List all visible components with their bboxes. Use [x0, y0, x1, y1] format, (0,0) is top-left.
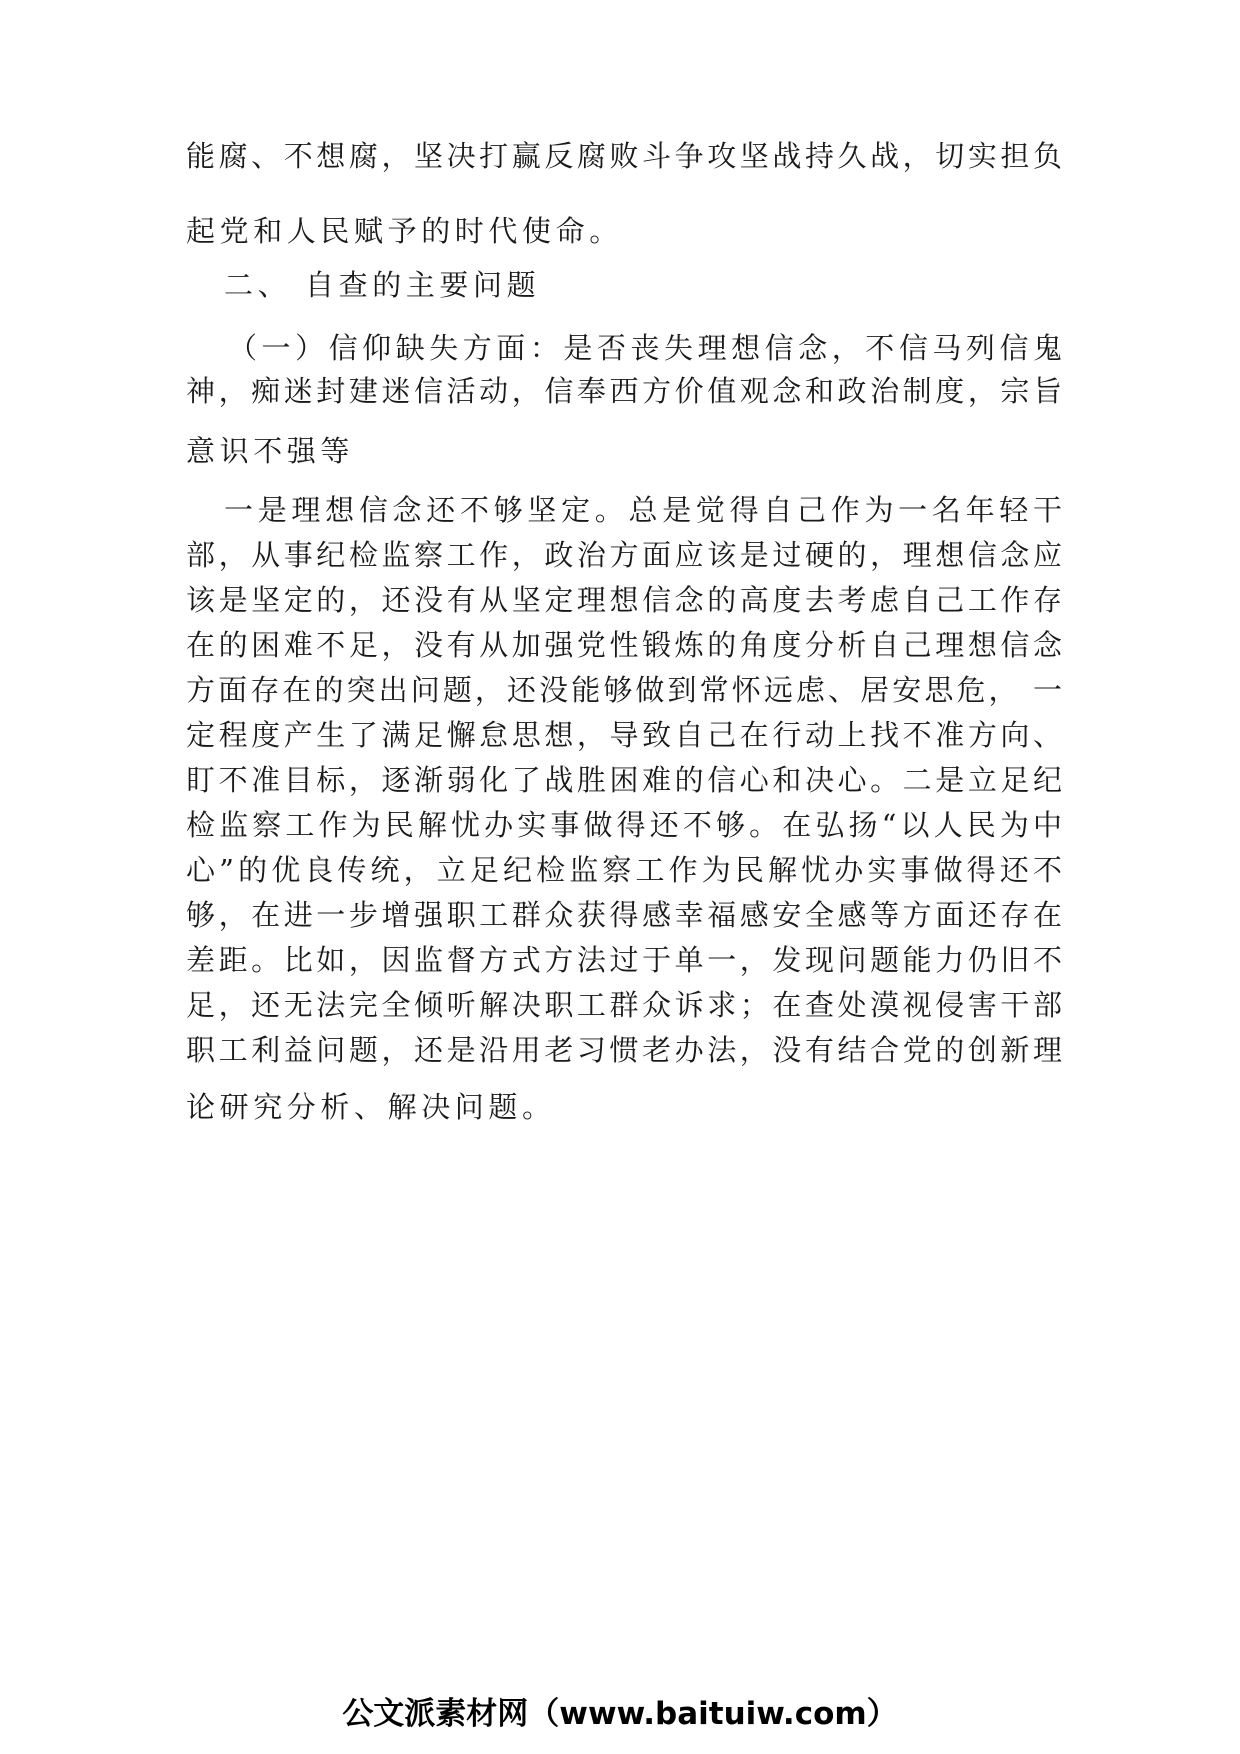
body-line: 在的困难不足，没有从加强党性锻炼的角度分析自己理想信念 — [186, 628, 1062, 662]
body-line: 盯不准目标，逐渐弱化了战胜困难的信心和决心。二是立足纪 — [186, 763, 1062, 797]
body-line: 定程度产生了满足懈怠思想，导致自己在行动上找不准方向、 — [186, 718, 1062, 752]
footer-watermark: 公文派素材网（www.baituiw.com） — [342, 1696, 898, 1732]
body-line: 心”的优良传统，立足纪检监察工作为民解忧办实事做得还不 — [186, 853, 1062, 887]
body-line: 起党和人民赋予的时代使命。 — [186, 214, 623, 248]
body-line: 论研究分析、解决问题。 — [186, 1090, 556, 1124]
subsection-heading-line: （一）信仰缺失方面：是否丧失理想信念，不信马列信鬼 — [228, 331, 1062, 365]
subsection-heading-line: 意识不强等 — [186, 434, 355, 468]
body-line: 检监察工作为民解忧办实事做得还不够。在弘扬“以人民为中 — [186, 808, 1062, 842]
body-line: 一是理想信念还不够坚定。总是觉得自己作为一名年轻干 — [224, 493, 1062, 527]
body-line: 足，还无法完全倾听解决职工群众诉求；在查处漠视侵害干部 — [186, 988, 1062, 1022]
body-line: 差距。比如，因监督方式方法过于单一，发现问题能力仍旧不 — [186, 943, 1062, 977]
body-line: 部，从事纪检监察工作，政治方面应该是过硬的，理想信念应 — [186, 538, 1062, 572]
subsection-heading-line: 神，痴迷封建迷信活动，信奉西方价值观念和政治制度，宗旨 — [186, 374, 1062, 408]
body-line: 能腐、不想腐，坚决打赢反腐败斗争攻坚战持久战，切实担负 — [186, 139, 1062, 173]
body-line: 该是坚定的，还没有从坚定理想信念的高度去考虑自己工作存 — [186, 583, 1062, 617]
body-line: 职工利益问题，还是沿用老习惯老办法，没有结合党的创新理 — [186, 1033, 1062, 1067]
body-line: 够，在进一步增强职工群众获得感幸福感安全感等方面还存在 — [186, 898, 1062, 932]
section-heading: 二、 自查的主要问题 — [224, 268, 541, 302]
body-line: 方面存在的突出问题，还没能够做到常怀远虑、居安思危， 一 — [186, 673, 1062, 707]
